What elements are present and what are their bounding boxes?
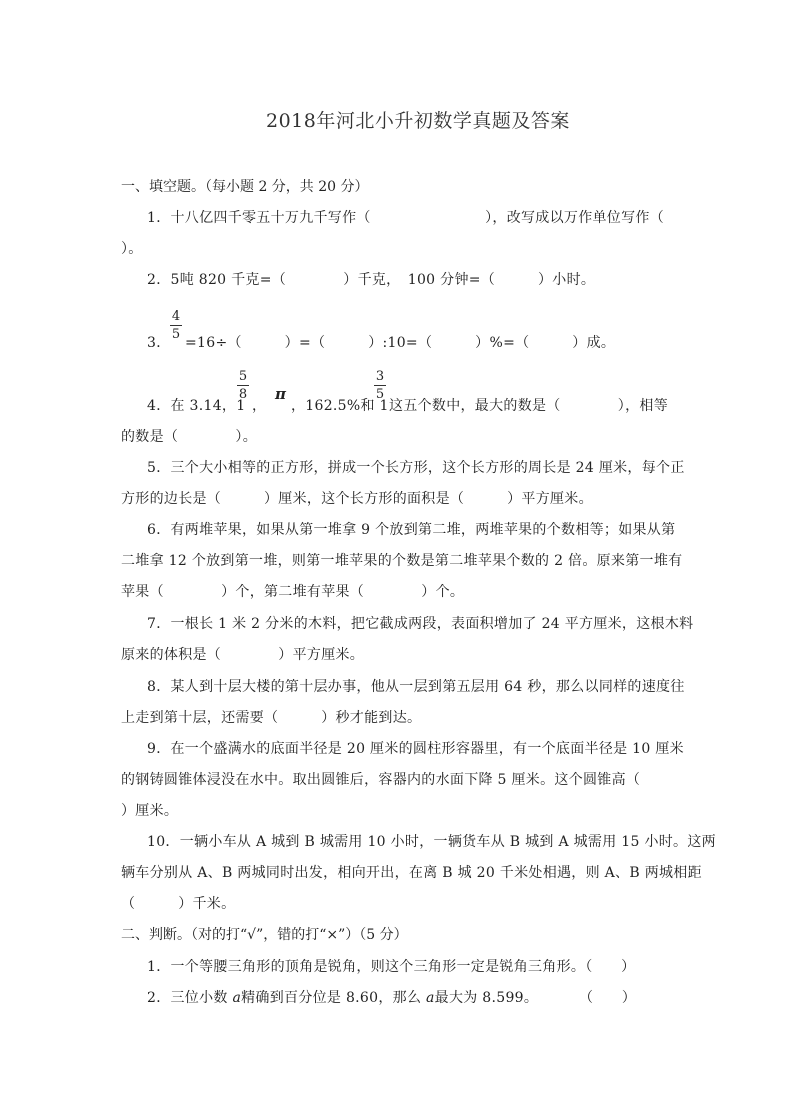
q10-line1: 10．一辆小车从 A 城到 B 城需用 10 小时，一辆货车从 B 城到 A 城需用 15 小时。这两 — [147, 834, 716, 850]
q4-fraction-2-numerator: 3 — [375, 369, 385, 384]
q2-line1: 2．5吨 820 千克=（ ）千克， 100 分钟=（ ）小时。 — [147, 272, 596, 288]
q9-line2: 的钢铸圆锥体浸没在水中。取出圆锥后，容器内的水面下降 5 厘米。这个圆锥高（ — [121, 772, 641, 788]
q9-line1: 9．在一个盛满水的底面半径是 20 厘米的圆柱形容器里，有一个底面半径是 10 厘米 — [147, 741, 684, 757]
q4-part-b: ，162.5%和 1 — [291, 398, 389, 414]
j2-part-c: 最大为 8.599。 — [434, 990, 539, 1006]
page-title: 2018年河北小升初数学真题及答案 — [266, 110, 570, 132]
section2-heading: 二、判断。（对的打“√”，错的打“×”）（5 分） — [121, 927, 408, 943]
q4-line2: 的数是（ ）。 — [121, 429, 257, 445]
j2-part-a: 2．三位小数 — [147, 990, 233, 1006]
q7-line1: 7．一根长 1 米 2 分米的木料，把它截成两段，表面积增加了 24 平方厘米，这根木料 — [147, 616, 694, 632]
j2-variable-a: a — [232, 990, 242, 1006]
q4-fraction-1-numerator: 5 — [238, 369, 248, 384]
q4-fraction-1 — [237, 369, 249, 402]
q3-rest: =16÷（ ）=（ ）:10=（ ）%=（ ）成。 — [185, 335, 616, 351]
q5-line2: 方形的边长是（ ）厘米，这个长方形的面积是（ ）平方厘米。 — [121, 491, 593, 507]
q8-line1: 8．某人到十层大楼的第十层办事，他从一层到第五层用 64 秒，那么以同样的速度往 — [147, 679, 685, 695]
pi-symbol: π — [275, 385, 286, 403]
q6-line3: 苹果（ ）个，第二堆有苹果（ ）个。 — [121, 584, 465, 600]
q6-line2: 二堆拿 12 个放到第一堆，则第一堆苹果的个数是第二堆苹果个数的 2 倍。原来第一堆有 — [121, 553, 683, 569]
q6-line1: 6．有两堆苹果，如果从第一堆拿 9 个放到第二堆，两堆苹果的个数相等；如果从第 — [147, 522, 676, 538]
q3-fraction-numerator: 4 — [171, 309, 181, 324]
q7-line2: 原来的体积是（ ）平方厘米。 — [121, 647, 365, 663]
q3-fraction — [170, 309, 182, 342]
q4-comma: ， — [252, 398, 267, 414]
q3-prefix: 3． — [147, 335, 171, 351]
q5-line1: 5．三个大小相等的正方形，拼成一个长方形，这个长方形的周长是 24 厘米，每个正 — [147, 460, 685, 476]
q4-part-c: 这五个数中，最大的数是（ ），相等 — [389, 398, 668, 414]
j1-line1: 1．一个等腰三角形的顶角是锐角，则这个三角形一定是锐角三角形。（ ） — [147, 959, 636, 975]
j2-line — [147, 987, 538, 1007]
j2-variable-a-2: a — [426, 990, 435, 1006]
q4-fraction-1-denominator: 8 — [238, 387, 248, 402]
j2-answer-paren: （ ） — [579, 990, 637, 1006]
j2-part-b: 精确到百分位是 8.60，那么 — [241, 990, 426, 1006]
q1-line1: 1．十八亿四千零五十万九千写作（ ），改写成以万作单位写作（ — [147, 210, 665, 226]
q8-line2: 上走到第十层，还需要（ ）秒才能到达。 — [121, 710, 422, 726]
q10-line3: （ ）千米。 — [121, 896, 236, 912]
q4-fraction-2 — [374, 369, 386, 402]
section1-heading: 一、填空题。（每小题 2 分，共 20 分） — [121, 179, 369, 195]
q10-line2: 辆车分别从 A、B 两城同时出发，相向开出，在离 B 城 20 千米处相遇，则 A、B 两城相距 — [121, 865, 702, 881]
q1-line2: ）。 — [121, 241, 143, 257]
q3-fraction-denominator: 5 — [171, 327, 181, 342]
q4-part-a: 4．在 3.14，1 — [147, 398, 246, 414]
q9-line3: ）厘米。 — [121, 803, 179, 819]
q4-fraction-2-denominator: 5 — [375, 387, 385, 402]
